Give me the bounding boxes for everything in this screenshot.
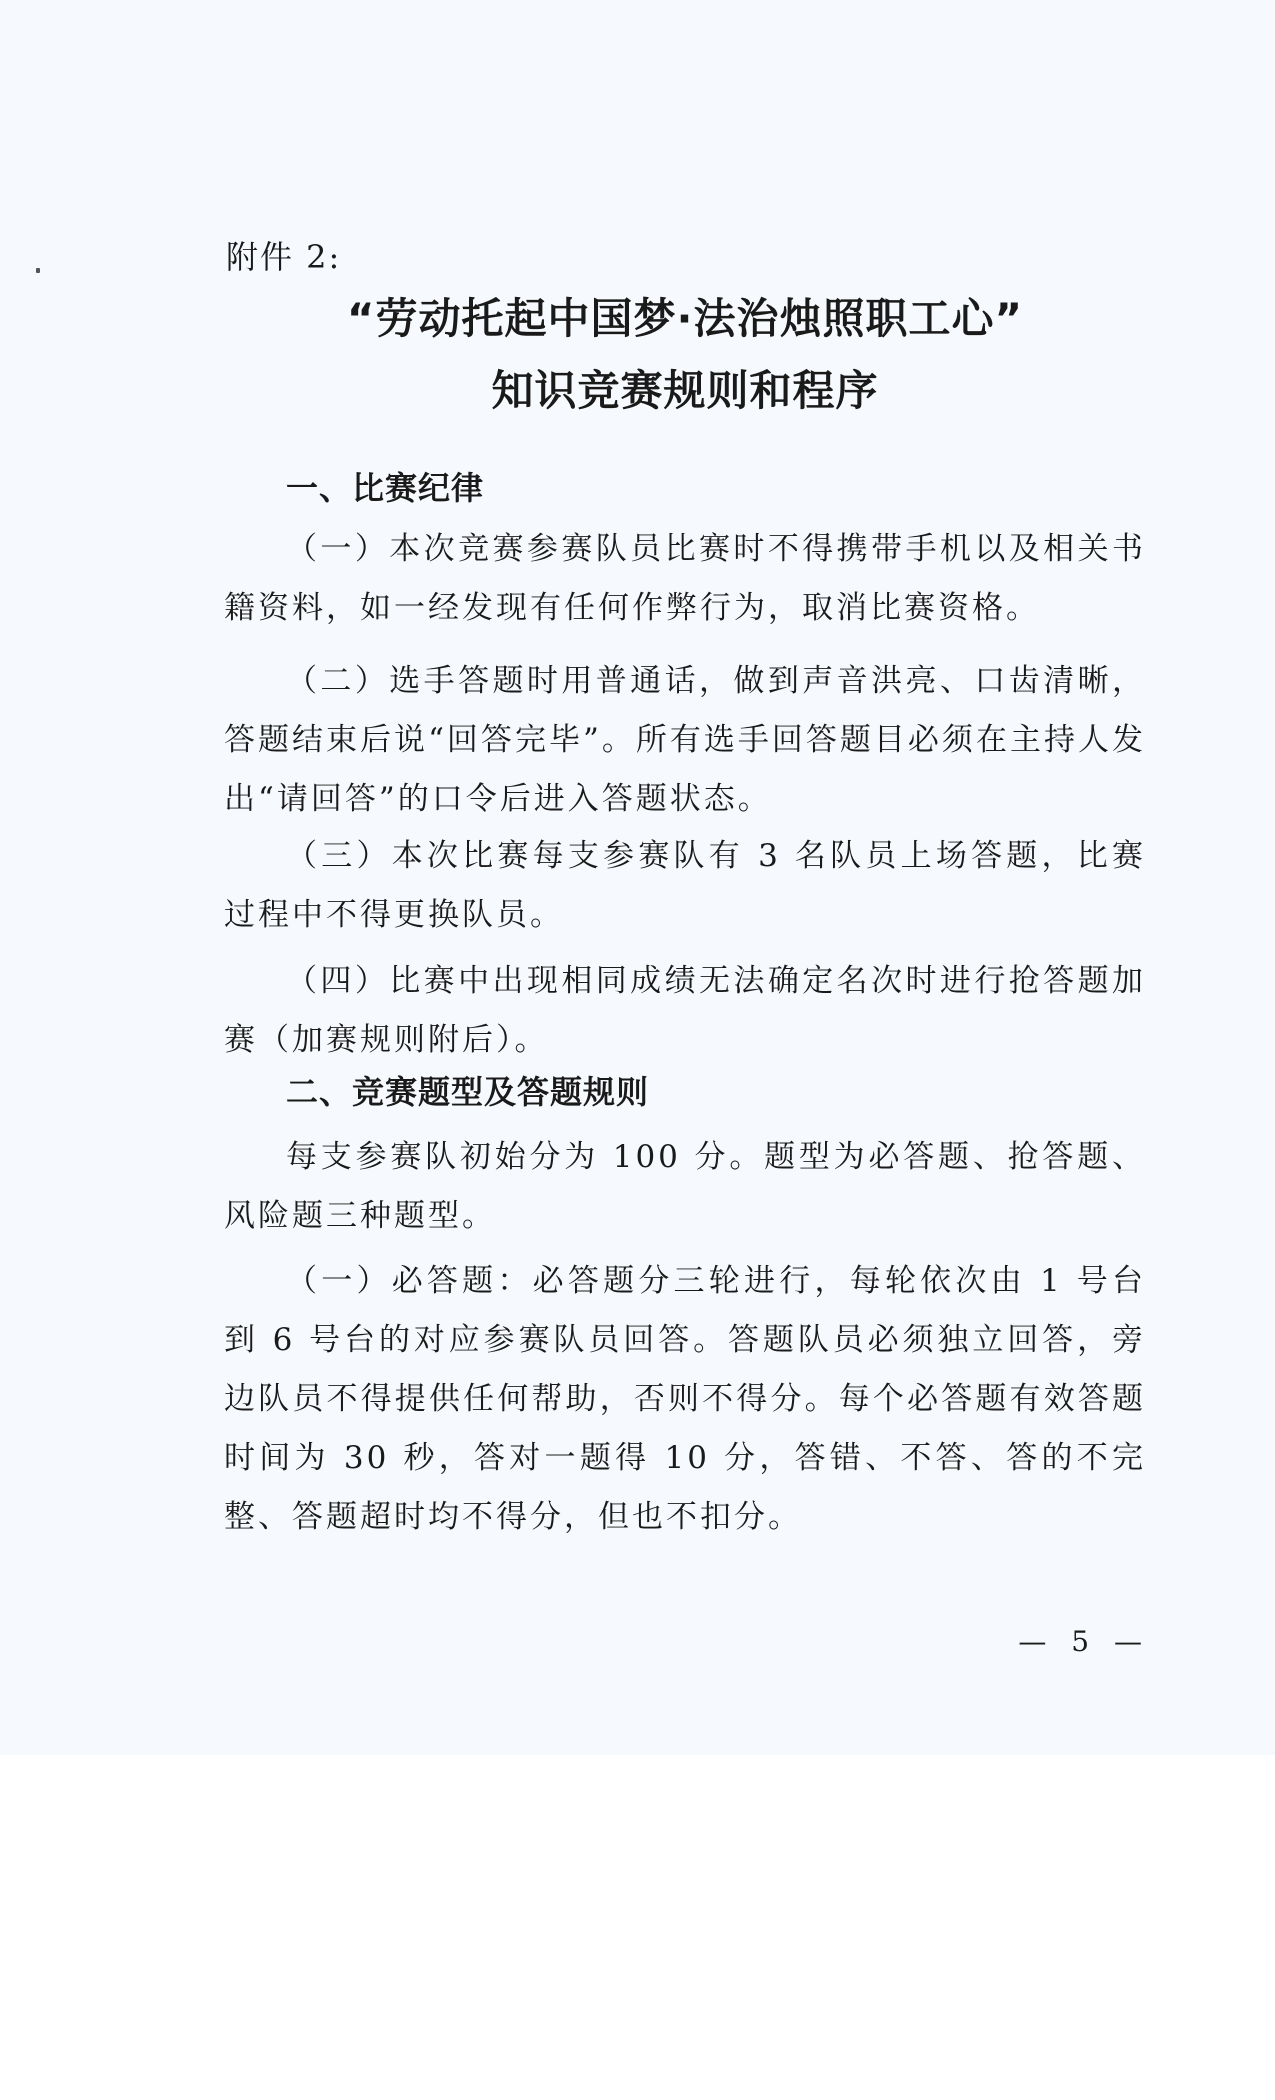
document-title-line-2: 知识竞赛规则和程序: [491, 366, 879, 415]
paragraph-rule-1: （一）本次竞赛参赛队员比赛时不得携带手机以及相关书籍资料，如一经发现有任何作弊行为，取消比赛资格。: [224, 531, 1146, 626]
section-heading-discipline: 一、比赛纪律: [286, 469, 485, 507]
scan-speck: [36, 268, 40, 273]
page-number: — 5 —: [1018, 1625, 1150, 1658]
document-title-line-1: “劳动托起中国梦·法治烛照职工心”: [346, 294, 1024, 343]
paragraph-rule-2: （二）选手答题时用普通话，做到声音洪亮、口齿清晰，答题结束后说“回答完毕”。所有选手回答题目必须在主持人发出“请回答”的口令后进入答题状态。: [224, 663, 1146, 817]
paragraph-rule-3: （三）本次比赛每支参赛队有 3 名队员上场答题，比赛过程中不得更换队员。: [224, 838, 1146, 933]
attachment-label: 附件 2:: [226, 238, 342, 276]
paragraph-required-questions: （一）必答题：必答题分三轮进行，每轮依次由 1 号台到 6 号台的对应参赛队员回答。答题队员必须独立回答，旁边队员不得提供任何帮助，否则不得分。每个必答题有效答题时间为 30 秒，答对一题得 10 分，答错、不答、答的不完整、答题超时均不得分，但也不扣分。: [224, 1263, 1146, 1535]
paragraph-rule-4: （四）比赛中出现相同成绩无法确定名次时进行抢答题加赛（加赛规则附后）。: [224, 963, 1146, 1058]
paragraph-initial-score: 每支参赛队初始分为 100 分。题型为必答题、抢答题、风险题三种题型。: [224, 1139, 1146, 1234]
section-heading-question-types: 二、竞赛题型及答题规则: [286, 1073, 650, 1111]
